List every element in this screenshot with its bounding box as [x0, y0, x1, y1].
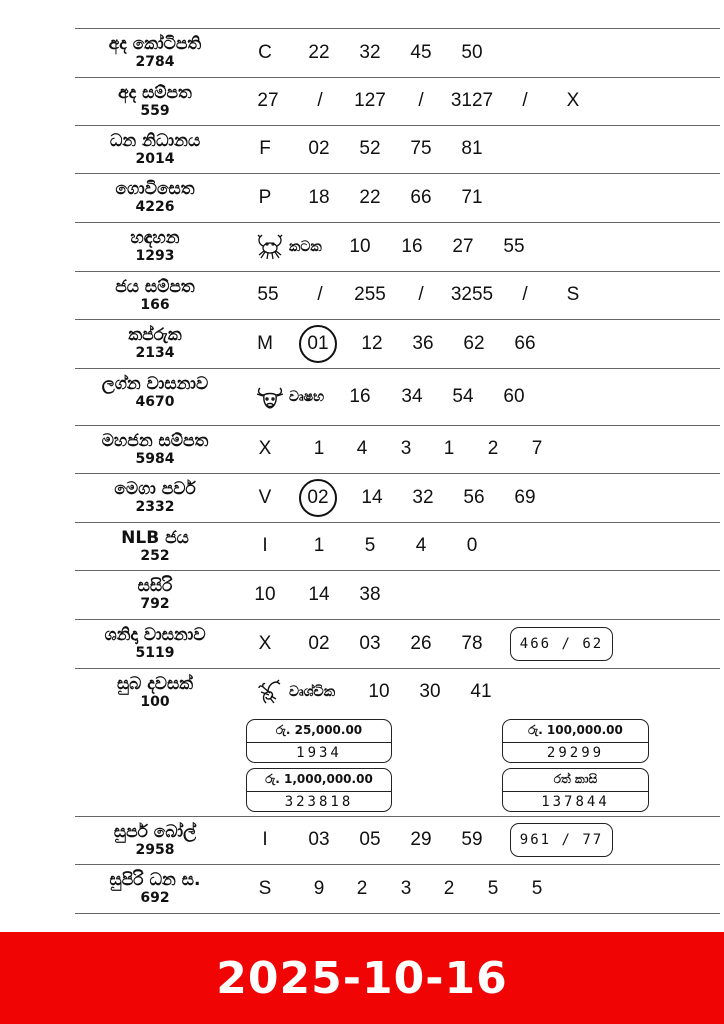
winning-number: 1 [443, 438, 455, 459]
row-divider [75, 473, 720, 474]
winning-number: 32 [359, 41, 381, 63]
winning-number: 56 [463, 486, 485, 508]
circled-number [299, 479, 337, 517]
winning-number: 75 [410, 138, 432, 159]
row-divider [75, 222, 720, 223]
winning-number: 32 [412, 486, 434, 508]
separator: / [317, 90, 323, 111]
winning-number: 12 [361, 332, 383, 354]
row-divider [75, 125, 720, 126]
winning-number: 255 [354, 284, 386, 305]
winning-number: 3255 [450, 284, 494, 305]
row-divider [75, 173, 720, 174]
scorpion-icon [254, 677, 286, 707]
lottery-name: සුබ දවසක් [116, 674, 194, 694]
winning-number: S [258, 877, 272, 899]
winning-number: 05 [359, 829, 381, 850]
row-divider [75, 28, 720, 29]
winning-number: 22 [308, 41, 330, 63]
lottery-name: NLB ජය [121, 528, 189, 548]
bonus-number-box: 466 / 62 [510, 627, 613, 661]
row-divider [75, 522, 720, 523]
separator: / [522, 90, 528, 111]
winning-number: 52 [359, 138, 381, 159]
winning-number: I [262, 535, 268, 556]
draw-number: 4226 [135, 199, 175, 215]
winning-number: 66 [514, 332, 536, 354]
prize-divider [503, 742, 648, 743]
draw-number: 252 [140, 548, 170, 564]
lottery-name: මහජන සම්පත [101, 431, 209, 451]
lottery-name: ලග්න වාසනාව [101, 374, 209, 394]
winning-number: 3127 [450, 90, 494, 111]
winning-number: 41 [470, 681, 492, 702]
prize-winning-number: 137844 [541, 794, 610, 810]
winning-number: 59 [461, 829, 483, 850]
winning-number: 50 [461, 41, 483, 63]
winning-number: 2 [443, 877, 455, 899]
winning-number: 22 [359, 186, 381, 208]
winning-number: 18 [308, 186, 330, 208]
prize-amount: රු. 100,000.00 [528, 723, 623, 737]
winning-number: C [258, 41, 272, 63]
crab-icon [254, 232, 286, 262]
prize-amount: රත් කාසි [553, 772, 598, 786]
zodiac-sign-label: වෘශ්චික [289, 684, 336, 700]
winning-number: 30 [419, 681, 441, 702]
winning-number: 3 [400, 877, 412, 899]
winning-number: 7 [531, 438, 543, 459]
winning-number: 5 [531, 877, 543, 899]
prize-amount: රු. 1,000,000.00 [265, 772, 373, 786]
winning-number: 02 [308, 632, 330, 654]
row-divider [75, 570, 720, 571]
draw-number: 100 [140, 694, 170, 710]
winning-number: 14 [308, 583, 330, 605]
draw-number: 2958 [135, 842, 175, 858]
row-divider [75, 319, 720, 320]
lottery-name: කප්රුක [128, 325, 182, 345]
winning-number: 127 [354, 90, 386, 111]
winning-number: 10 [254, 583, 276, 605]
winning-number: 54 [452, 385, 474, 407]
draw-date: 2025-10-16 [216, 953, 508, 1004]
row-divider [75, 668, 720, 669]
prize-winning-number: 29299 [546, 745, 605, 761]
winning-number: 81 [461, 138, 483, 159]
draw-number: 4670 [135, 394, 175, 410]
winning-number: 29 [410, 829, 432, 850]
winning-number: 5 [364, 535, 376, 556]
winning-number: S [566, 284, 580, 305]
lottery-name: ධන නිධානය [109, 131, 201, 151]
winning-number: 55 [257, 284, 279, 305]
winning-number: 16 [401, 235, 423, 257]
winning-number: 60 [503, 385, 525, 407]
row-divider [75, 864, 720, 865]
winning-number: 26 [410, 632, 432, 654]
winning-number: 27 [257, 90, 279, 111]
separator: / [418, 90, 424, 111]
draw-number: 2332 [135, 499, 175, 515]
lottery-name: සුපර් බෝල් [113, 822, 197, 842]
prize-winning-number: 323818 [284, 794, 354, 810]
winning-number: V [258, 486, 272, 508]
special-prize-box [246, 768, 392, 812]
draw-number: 792 [140, 596, 170, 612]
circled-number-value: 01 [307, 332, 329, 354]
row-divider [75, 368, 720, 369]
winning-number: 4 [415, 535, 427, 556]
prize-divider [247, 742, 391, 743]
winning-number: 14 [361, 486, 383, 508]
winning-number: M [257, 332, 273, 354]
draw-number: 2784 [135, 54, 175, 70]
winning-number: I [262, 829, 268, 850]
draw-number: 2014 [135, 151, 175, 167]
row-divider [75, 77, 720, 78]
winning-number: 03 [308, 829, 330, 850]
winning-number: 71 [461, 186, 483, 208]
winning-number: 66 [410, 186, 432, 208]
row-divider [75, 271, 720, 272]
row-divider [75, 913, 720, 914]
zodiac-sign-label: වෘෂභ [289, 388, 325, 405]
winning-number: 62 [463, 332, 485, 354]
winning-number: 10 [349, 235, 371, 257]
zodiac-sign-label: කටක [289, 238, 322, 255]
row-divider [75, 816, 720, 817]
winning-number: X [258, 438, 272, 459]
prize-divider [503, 791, 648, 792]
prize-amount: රු. 25,000.00 [275, 723, 363, 737]
winning-number: 4 [356, 438, 368, 459]
separator: / [522, 284, 528, 305]
winning-number: 0 [466, 535, 478, 556]
winning-number: 3 [400, 438, 412, 459]
winning-number: 45 [410, 41, 432, 63]
date-banner [0, 932, 724, 1024]
lottery-name: සුපිරි ධන ස. [109, 870, 201, 890]
draw-number: 2134 [135, 345, 175, 361]
lottery-name: සසිරි [137, 576, 173, 596]
lottery-name: ගොවිසෙත [115, 179, 195, 199]
winning-number: 2 [487, 438, 499, 459]
lottery-name: අද සම්පත [118, 83, 192, 103]
circled-number-value: 02 [307, 486, 329, 508]
winning-number: P [258, 186, 272, 208]
prize-winning-number: 1934 [296, 745, 342, 761]
winning-number: 78 [461, 632, 483, 654]
winning-number: 10 [368, 681, 390, 702]
lottery-name: මෙගා පවර් [114, 479, 196, 499]
separator: / [418, 284, 424, 305]
special-prize-box [502, 768, 649, 812]
winning-number: 34 [401, 385, 423, 407]
winning-number: 2 [356, 877, 368, 899]
row-divider [75, 425, 720, 426]
winning-number: 27 [452, 235, 474, 257]
lottery-name: ශනිදා වාසනාව [104, 625, 206, 645]
winning-number: F [259, 138, 271, 159]
lottery-name: ජය සම්පත [115, 277, 195, 297]
draw-number: 5119 [135, 645, 175, 661]
winning-number: 5 [487, 877, 499, 899]
bonus-number-box: 961 / 77 [510, 823, 613, 857]
draw-number: 559 [140, 103, 170, 119]
winning-number: 55 [503, 235, 525, 257]
winning-number: 38 [359, 583, 381, 605]
draw-number: 1293 [135, 248, 175, 264]
winning-number: X [258, 632, 272, 654]
winning-number: 16 [349, 385, 371, 407]
winning-number: 1 [313, 535, 325, 556]
draw-number: 692 [140, 890, 170, 906]
special-prize-box [502, 719, 649, 763]
bull-icon [254, 382, 286, 412]
row-divider [75, 619, 720, 620]
winning-number: X [566, 90, 580, 111]
winning-number: 69 [514, 486, 536, 508]
lottery-name: අද කෝටිපති [108, 34, 202, 54]
draw-number: 5984 [135, 451, 175, 467]
winning-number: 9 [313, 877, 325, 899]
winning-number: 02 [308, 138, 330, 159]
special-prize-box [246, 719, 392, 763]
winning-number: 36 [412, 332, 434, 354]
winning-number: 1 [313, 438, 325, 459]
lottery-name: හඳහන [130, 228, 180, 248]
circled-number [299, 325, 337, 363]
draw-number: 166 [140, 297, 170, 313]
winning-number: 03 [359, 632, 381, 654]
prize-divider [247, 791, 391, 792]
separator: / [317, 284, 323, 305]
